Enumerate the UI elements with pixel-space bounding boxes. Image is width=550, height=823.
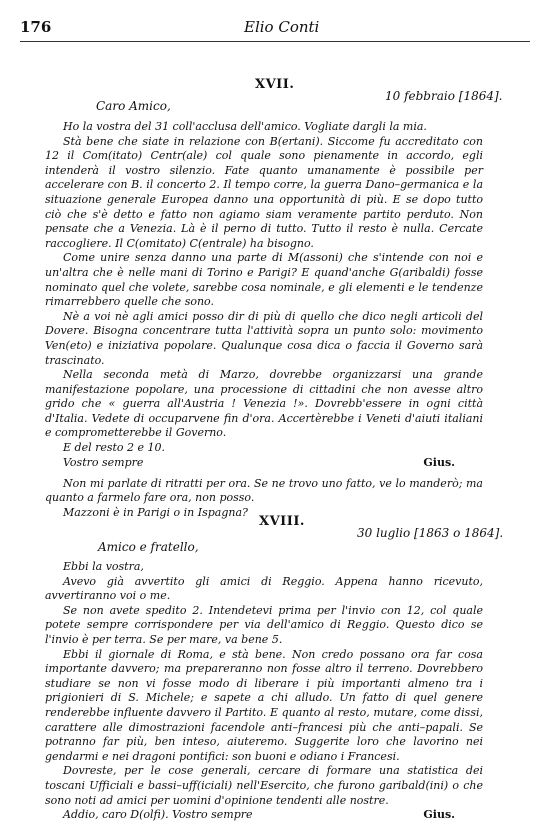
letter-date: 30 luglio [1863 o 1864]. [357, 526, 504, 540]
postscript: Non mi parlate di ritratti per ora. Se ne trovo uno fatto, ve lo manderò; ma quanto a farmelo fare ora, non posso. [45, 476, 483, 505]
letter-body [45, 560, 483, 823]
header-rule [20, 41, 530, 42]
letter-body [45, 120, 483, 520]
paragraph: Ebbi la vostra, [63, 560, 144, 573]
paragraph: E del resto 2 e 10. [63, 441, 166, 455]
letter-date: 10 febbraio [1864]. [385, 89, 503, 103]
closing: Addio, caro D(olfi). Vostro sempre [63, 808, 253, 822]
postscript: Mazzoni è in Parigi o in Ispagna? [63, 505, 248, 519]
closing: Vostro sempre [63, 455, 144, 469]
signature: Gius. [423, 455, 455, 469]
letter-salutation: Caro Amico, [96, 99, 171, 113]
paragraph: Stà bene che siate in relazione con B(ertani). Siccome fu accreditato con 12 il Com(itato) Centr(ale) col quale sono pienamente in accordo, egli intenderà il vostro silenzio. Fate quanto umanamente è possibile per accelerare con B. il concerto 2. Il tempo corre, la guerra Dano–germanica e la situazione generale Europea danno una opportunità di più. E se dopo tutto ciò che s'è detto e fatto non agiamo siam veramente partito perduto. Non pensate che a Venezia. Là è il perno di tutto. Tutto il resto è nulla. Cercate raccogliere. Il C(omitato) C(entrale) ha bisogno. [45, 134, 483, 250]
paragraph: Avevo già avvertito gli amici di Reggio. Appena hanno ricevuto, avvertiranno voi o me. [45, 574, 483, 603]
paragraph: Nè a voi nè agli amici posso dir di più di quello che dico negli articoli del Dovere. Bisogna concentrare tutta l'attività sopra un punto solo: movimento Ven(eto) e iniziativa popolare. Qualunque cosa dica o faccia il Governo sarà trascinato. [45, 309, 483, 367]
letter-number: XVII. [255, 77, 295, 92]
letter-salutation: Amico e fratello, [98, 540, 199, 554]
page-number: 176 [20, 18, 52, 36]
paragraph: Ebbi il giornale di Roma, e stà bene. Non credo possano ora far cosa importante davvero; ma prepareranno non fosse altro il terreno. Dovrebbero studiare se non vi fosse modo di liberare i più importanti almeno tra i prigionieri di S. Michele; e sapete a chi alludo. Un fatto di quel genere renderebbe influente davvero il Partito. E quanto al resto, mutare, come dissi, carattere alle dimostrazioni facendole anti–francesi più che anti–papali. Se potranno far più, ben inteso, aiuteremo. Suggerite loro che lavorino nei gendarmi e nei dragoni pontifici: son buoni e odiano i Francesi. [45, 647, 483, 763]
paragraph: Nella seconda metà di Marzo, dovrebbe organizzarsi una grande manifestazione popolare, una processione di cittadini che non avesse altro grido che « guerra all'Austria ! Venezia !». Dovrebb'essere in ogni città d'Italia. Vedete di occuparvene fin d'ora. Accertèrebbe i Veneti d'aiuti italiani e comprometterebbe il Governo. [45, 368, 483, 440]
signoff [45, 808, 483, 823]
signature: Gius. [423, 808, 455, 822]
paragraph: Dovreste, per le cose generali, cercare di formare una statistica dei toscani Ufficiali e bassi–uff(iciali) nell'Esercito, che furono garibald(ini) o che sono noti ad amici per uomini d'opinione tendenti alle nostre. [45, 764, 483, 807]
running-head: Elio Conti [244, 18, 320, 36]
paragraph: Ho la vostra del 31 coll'acclusa dell'amico. Vogliate dargli la mia. [63, 120, 427, 133]
signoff [45, 456, 483, 471]
page-header [20, 18, 530, 42]
paragraph: Come unire senza danno una parte di M(assoni) che s'intende con noi e un'altra che è nelle mani di Torino e Parigi? E quand'anche G(aribaldi) fosse nominato quel che volete, sarebbe cosa nominale, e gli elementi e le tendenze rimarrebbero quelle che sono. [45, 251, 483, 309]
paragraph: Se non avete spedito 2. Intendetevi prima per l'invio con 12, col quale potete sempre corrispondere per via dell'amico di Reggio. Questo dico se l'invio è per terra. Se per mare, va bene 5. [45, 603, 483, 646]
letter-number: XVIII. [259, 514, 305, 529]
